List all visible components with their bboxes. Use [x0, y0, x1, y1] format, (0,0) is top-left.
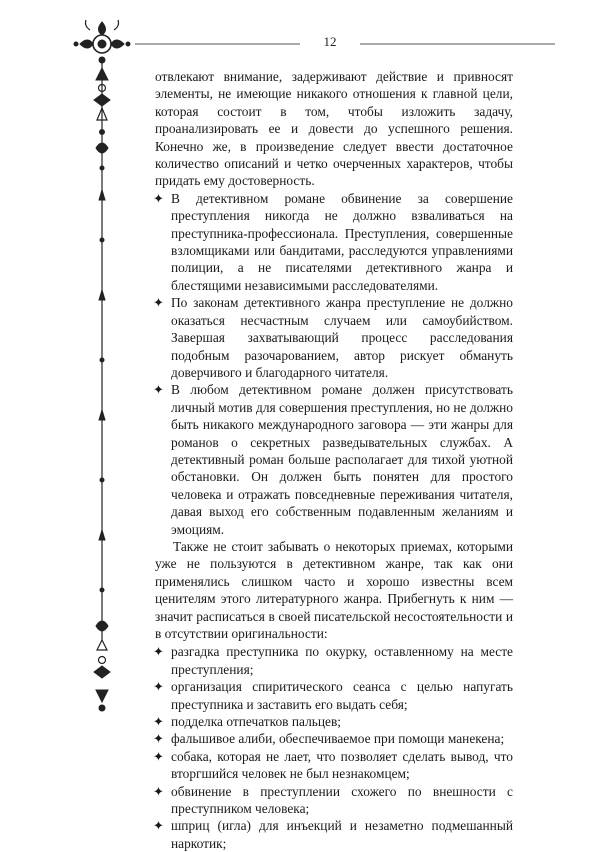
list-item-text: собака, которая не лает, что позволяет сделать вывод, что вторгшийся человек не был незнакомцем;: [171, 748, 513, 782]
bullet-star-icon: ✦: [153, 295, 164, 311]
vertical-ornament-icon: [94, 57, 110, 711]
bullet-star-icon: ✦: [153, 748, 164, 764]
bullet-star-icon: ✦: [153, 714, 164, 730]
continued-paragraph: отвлекают внимание, задерживают действие и привносят элементы, не имеющие никакого отношения к главной цели, которая состоит в том, чтобы изложить задачу, проанализировать ее и довести до успешного решения. Конечно же, в произведение следует ввести достаточное количество описаний и четко очерченных характеров, чтобы придать ему достоверность.: [155, 69, 513, 189]
text-column: [155, 68, 513, 852]
list-item-text: подделка отпечатков пальцев;: [171, 714, 342, 730]
list-item: [155, 643, 513, 678]
list-item-text: шприц (игла) для инъекций и незаметно подмешанный наркотик;: [171, 818, 513, 851]
list-item: [155, 678, 513, 713]
rule-item: [155, 381, 513, 538]
bullet-star-icon: ✦: [153, 783, 164, 799]
bullet-star-icon: ✦: [153, 190, 164, 206]
list-item-text: организация спиритического сеанса с целью напугать преступника и заставить его выдать себя;: [171, 679, 513, 712]
rule-item: [155, 294, 513, 381]
list-item-text: разгадка преступника по окурку, оставленному на месте преступления;: [171, 644, 513, 677]
bullet-star-icon: ✦: [153, 679, 164, 695]
list-item: [155, 783, 513, 818]
list-item-text: обвинение в преступлении схожего по внешности с преступником человека;: [171, 783, 513, 817]
list-item-text: фальшивое алиби, обеспечиваемое при помощи манекена;: [171, 731, 505, 747]
cliche-list: [155, 643, 513, 852]
rule-text: По законам детективного жанра преступление не должно оказаться несчастным случаем или самоубийством. Завершая захватывающий процесс расследования подобным разочарованием, автор рискует обмануть доверчивого и благодарного читателя.: [171, 295, 513, 380]
bullet-star-icon: ✦: [153, 818, 164, 834]
page-number: 12: [300, 34, 360, 50]
list-item: [155, 730, 513, 747]
list-item: [155, 713, 513, 730]
list-item: [155, 817, 513, 852]
rule-text: В детективном романе обвинение за совершение преступления никогда не должно взваливаться на преступника-профессионала. Преступления, совершенные взломщиками или бандитами, расследуются управлениями полиции, а не писателями детективного жанра и блестящими независимыми расследователями.: [171, 190, 513, 293]
bullet-star-icon: ✦: [153, 382, 164, 398]
list-item: [155, 748, 513, 783]
rule-text: В любом детективном романе должен присутствовать личный мотив для совершения преступления, но не должно быть никакого международного заговора — эти жанры для романов о секретных разведывательных службах. А детективный роман больше располагает для тихой уютной обстановки. Он должен быть понятен для простого человека и отражать повседневные переживания читателя, давая выход его собственным подавленным желаниям и эмоциям.: [171, 382, 513, 537]
rule-item: [155, 190, 513, 294]
bullet-star-icon: ✦: [153, 731, 164, 747]
intro-paragraph: Также не стоит забывать о некоторых приемах, которыми уже не пользуются в детективном жанре, так как они применялись слишком часто и хорошо известны всем ценителям этого литературного жанра. Прибегнуть к ним — значит расписаться в своей писательской несостоятельности и в отсутствии оригинальности:: [155, 538, 513, 641]
bullet-star-icon: ✦: [153, 644, 164, 660]
corner-flourish-icon: [74, 20, 130, 53]
